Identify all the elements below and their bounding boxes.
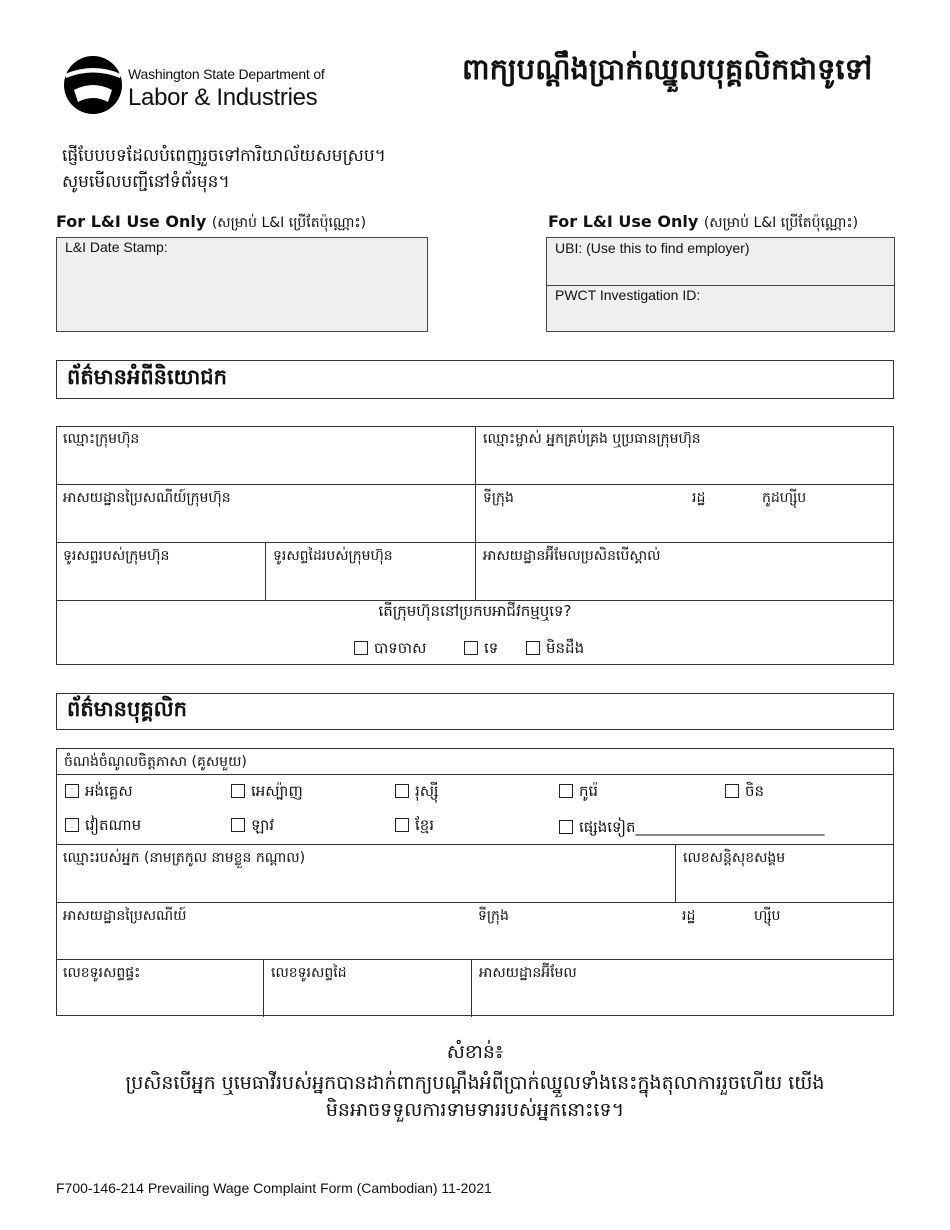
worker-address-label: អាសយដ្ឋានប្រៃសណីយ៍	[63, 908, 187, 924]
company-email-label: អាសយដ្ឋានអ៊ីមែលប្រសិនបើស្គាល់	[483, 548, 661, 564]
in-business-unknown-label: មិនដឹង	[546, 639, 585, 657]
in-business-unknown-checkbox[interactable]	[526, 641, 540, 655]
worker-email-field[interactable]	[471, 959, 894, 1017]
employer-info-table	[56, 426, 894, 665]
worker-ssn-field[interactable]	[675, 844, 894, 902]
date-stamp-box	[56, 237, 428, 332]
intro-line-2: សូមមើលបញ្ជីនៅទំព័រមុន។	[62, 172, 230, 192]
worker-zip-label: ហ្ស៊ីប	[754, 908, 781, 924]
important-line-1: ប្រសិនបើអ្នក ឬមេធាវីរបស់អ្នកបានដាក់ពាក្យបណ្តឹងអំពីប្រាក់ឈ្នួលទាំងនេះក្នុងតុលាការរួចហើយ យើង	[125, 1072, 825, 1094]
worker-address-field[interactable]	[56, 902, 894, 960]
lang-other-fill-line[interactable]: ___________________________	[635, 820, 825, 836]
worker-home-phone-field[interactable]	[56, 959, 264, 1017]
office-use-label-bold: For L&I Use Only	[56, 212, 207, 231]
lang-russian-checkbox[interactable]	[395, 784, 409, 798]
important-title: សំខាន់៖	[446, 1041, 504, 1063]
lang-spanish-label: អេស្ប៉ាញ	[251, 782, 303, 800]
lang-spanish-checkbox[interactable]	[231, 784, 245, 798]
lang-vietnamese-label: វៀតណាម	[85, 816, 142, 834]
pwct-id-label: PWCT Investigation ID:	[555, 287, 701, 303]
in-business-yes-checkbox[interactable]	[354, 641, 368, 655]
form-title: ពាក្យបណ្តឹងប្រាក់ឈ្នួលបុគ្គលិកជាទូទៅ	[462, 52, 873, 86]
office-use-label-kh: (សម្រាប់ L&I ប្រើតែប៉ុណ្ណោះ)	[211, 215, 367, 231]
worker-info-table	[56, 748, 894, 1016]
worker-name-field[interactable]	[56, 844, 676, 902]
company-phone-field[interactable]	[56, 542, 266, 600]
logo-text-line1: Washington State Department of	[128, 66, 325, 82]
lang-other-checkbox[interactable]	[559, 820, 573, 834]
company-name-field[interactable]	[56, 426, 476, 484]
lang-option-khmer[interactable]	[395, 816, 434, 838]
lang-option-english[interactable]	[65, 782, 133, 804]
lang-korean-checkbox[interactable]	[559, 784, 573, 798]
worker-section-heading: ព័ត៌មានបុគ្គលិក	[56, 693, 894, 730]
logo-text-line2: Labor & Industries	[128, 84, 318, 111]
in-business-yes-option[interactable]	[354, 639, 426, 661]
lang-russian-label: រុស្ស៊ី	[415, 782, 439, 800]
company-name-label: ឈ្មោះក្រុមហ៊ុន	[63, 431, 140, 447]
company-email-field[interactable]	[475, 542, 894, 600]
intro-line-1: ផ្ញើបែបបទដែលបំពេញរួចទៅការិយាល័យសមស្រប។	[62, 146, 386, 166]
employer-section-heading: ព័ត៌មានអំពីនិយោជក	[56, 360, 894, 399]
lang-khmer-label: ខ្មែរ	[415, 816, 435, 834]
owner-name-label: ឈ្មោះម្ចាស់ អ្នកគ្រប់គ្រង ឬប្រធានក្រុមហ៊ុន	[483, 431, 701, 447]
lang-lao-checkbox[interactable]	[231, 818, 245, 832]
office-use-label-bold-2: For L&I Use Only	[548, 212, 699, 231]
lang-option-korean[interactable]	[559, 782, 598, 804]
office-use-label-right	[548, 212, 858, 234]
worker-city-label: ទីក្រុង	[478, 908, 509, 924]
worker-home-phone-label: លេខទូរសព្ទផ្ទះ	[63, 965, 141, 981]
in-business-no-option[interactable]	[464, 639, 498, 661]
in-business-question: តើក្រុមហ៊ុននៅប្រកបអាជីវកម្មឬទេ?	[378, 602, 572, 620]
lang-option-lao[interactable]	[231, 816, 274, 838]
in-business-yes-label: បាទចាស	[374, 639, 427, 657]
language-pref-label: ចំណង់ចំណូលចិត្តភាសា (គូសមួយ)	[64, 754, 247, 770]
lang-khmer-checkbox[interactable]	[395, 818, 409, 832]
company-city-label: ទីក្រុង	[483, 490, 514, 506]
office-id-box	[546, 237, 895, 332]
lang-chinese-label: ចិន	[745, 782, 765, 800]
company-phone-label: ទូរសព្ទរបស់ក្រុមហ៊ុន	[63, 548, 170, 564]
lang-vietnamese-checkbox[interactable]	[65, 818, 79, 832]
agency-logo	[62, 54, 332, 118]
lang-option-other[interactable]	[559, 818, 825, 840]
worker-state-label: រដ្ឋ	[682, 908, 696, 924]
company-cell-field[interactable]	[265, 542, 476, 600]
in-business-row	[56, 600, 894, 665]
lang-korean-label: កូរ៉េ	[579, 782, 599, 800]
in-business-no-label: ទេ	[484, 639, 499, 657]
lang-option-spanish[interactable]	[231, 782, 303, 804]
form-footer-id: F700-146-214 Prevailing Wage Complaint Form (Cambodian) 11-2021	[56, 1180, 492, 1196]
company-cell-label: ទូរសព្ទដៃរបស់ក្រុមហ៊ុន	[273, 548, 393, 564]
lang-option-vietnamese[interactable]	[65, 816, 141, 838]
lang-english-label: អង់គ្លេស	[85, 782, 133, 800]
lang-option-chinese[interactable]	[725, 782, 764, 804]
worker-email-label: អាសយដ្ឋានអ៊ីមែល	[479, 965, 577, 981]
office-use-label-kh-2: (សម្រាប់ L&I ប្រើតែប៉ុណ្ណោះ)	[703, 215, 859, 231]
lang-english-checkbox[interactable]	[65, 784, 79, 798]
intro-text	[62, 143, 386, 195]
company-address-label: អាសយដ្ឋានប្រៃសណីយ៍ក្រុមហ៊ុន	[63, 490, 231, 506]
lang-lao-label: ឡាវ	[251, 816, 275, 834]
worker-cell-phone-field[interactable]	[263, 959, 472, 1017]
worker-name-label: ឈ្មោះរបស់អ្នក (នាមត្រកូល នាមខ្លួន កណ្តាល)	[63, 850, 306, 866]
lang-chinese-checkbox[interactable]	[725, 784, 739, 798]
date-stamp-label: L&I Date Stamp:	[65, 239, 168, 255]
company-address-field[interactable]	[56, 484, 476, 542]
language-pref-header	[57, 749, 893, 775]
in-business-unknown-option[interactable]	[526, 639, 584, 661]
worker-cell-phone-label: លេខទូរសព្ទដៃ	[271, 965, 347, 981]
important-line-2: មិនអាចទទួលការទាមទាររបស់អ្នកនោះទេ។	[325, 1099, 625, 1121]
company-city-state-zip-field[interactable]	[475, 484, 894, 542]
office-use-label-left	[56, 212, 366, 234]
in-business-no-checkbox[interactable]	[464, 641, 478, 655]
company-state-label: រដ្ឋ	[692, 490, 706, 506]
logo-mark-icon	[62, 54, 124, 116]
owner-name-field[interactable]	[475, 426, 894, 484]
company-zip-label: កូដហ្ស៊ីប	[762, 490, 807, 506]
lang-option-russian[interactable]	[395, 782, 439, 804]
worker-ssn-label: លេខសន្តិសុខសង្គម	[683, 850, 786, 866]
lang-other-label: ផ្សេងទៀត	[579, 818, 636, 836]
ubi-label: UBI: (Use this to find employer)	[555, 240, 750, 256]
